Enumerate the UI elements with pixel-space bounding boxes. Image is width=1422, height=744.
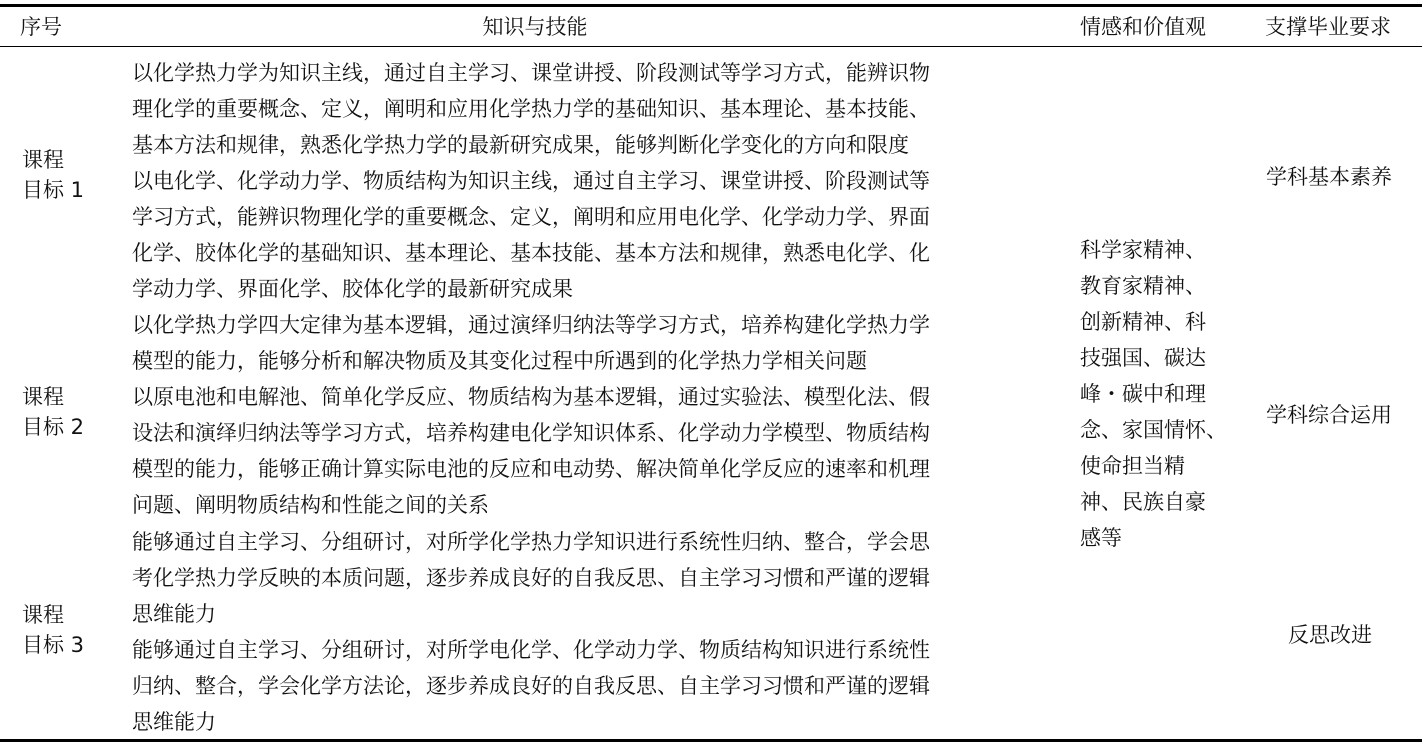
knowledge-line: 思维能力 [132,602,216,626]
knowledge-line: 模型的能力，能够分析和解决物质及其变化过程中所遇到的化学热力学相关问题 [132,349,867,373]
knowledge-line: 基本方法和规律，熟悉化学热力学的最新研究成果，能够判断化学变化的方向和限度 [132,133,909,157]
values-line: 科学家精神、 [1080,238,1206,262]
knowledge-line: 模型的能力，能够正确计算实际电池的反应和电动势、解决简单化学反应的速率和机理 [132,457,930,481]
values-line: 技强国、碳达 [1080,346,1206,370]
support-cell-objective-3: 反思改进 [1288,623,1372,647]
knowledge-line: 以化学热力学为知识主线，通过自主学习、课堂讲授、阶段测试等学习方式，能辨识物 [132,61,930,85]
knowledge-line: 考化学热力学反映的本质问题，逐步养成良好的自我反思、自主学习习惯和严谨的逻辑 [132,566,930,590]
values-line: 神、民族自豪 [1080,490,1206,514]
values-line: 感等 [1080,526,1122,550]
row-label-line: 课程 [22,603,64,627]
knowledge-line: 设法和演绎归纳法等学习方式，培养构建电化学知识体系、化学动力学模型、物质结构 [132,421,930,445]
values-line: 教育家精神、 [1080,274,1206,298]
support-cell-objective-2: 学科综合运用 [1266,403,1392,427]
knowledge-line: 能够通过自主学习、分组研讨，对所学电化学、化学动力学、物质结构知识进行系统性 [132,638,930,662]
table-top-rule [0,4,1422,7]
header-no: 序号 [20,15,62,39]
knowledge-line: 以原电池和电解池、简单化学反应、物质结构为基本逻辑，通过实验法、模型化法、假 [132,385,930,409]
knowledge-line: 以电化学、化学动力学、物质结构为知识主线，通过自主学习、课堂讲授、阶段测试等 [132,169,930,193]
knowledge-line: 思维能力 [132,710,216,734]
row-label-line: 目标 3 [22,633,85,657]
knowledge-cell-objective-1 [132,55,1062,307]
row-label-line: 目标 1 [22,178,85,202]
row-label-line: 目标 2 [22,415,85,439]
knowledge-line: 以化学热力学四大定律为基本逻辑，通过演绎归纳法等学习方式，培养构建化学热力学 [132,313,930,337]
knowledge-cell-objective-2 [132,307,1062,523]
knowledge-line: 能够通过自主学习、分组研讨，对所学化学热力学知识进行系统性归纳、整合，学会思 [132,530,930,554]
support-cell-objective-1: 学科基本素养 [1266,165,1392,189]
knowledge-line: 学动力学、界面化学、胶体化学的最新研究成果 [132,277,573,301]
header-values: 情感和价值观 [1080,15,1206,39]
knowledge-cell-objective-3 [132,524,1062,740]
row-label-line: 课程 [22,385,64,409]
values-line: 创新精神、科 [1080,310,1206,334]
values-line: 念、家国情怀、 [1080,418,1227,442]
row-label-line: 课程 [22,148,64,172]
row-label-objective-2 [22,382,84,442]
knowledge-line: 归纳、整合，学会化学方法论，逐步养成良好的自我反思、自主学习习惯和严谨的逻辑 [132,674,930,698]
knowledge-line: 学习方式，能辨识物理化学的重要概念、定义，阐明和应用电化学、化学动力学、界面 [132,205,930,229]
knowledge-line: 理化学的重要概念、定义，阐明和应用化学热力学的基础知识、基本理论、基本技能、 [132,97,930,121]
header-knowledge: 知识与技能 [482,15,588,39]
values-line: 使命担当精 [1080,454,1185,478]
values-cell-shared [1080,232,1240,556]
values-line: 峰・碳中和理 [1080,382,1206,406]
header-support: 支撑毕业要求 [1265,15,1391,39]
row-label-objective-3 [22,600,84,660]
knowledge-line: 问题、阐明物质结构和性能之间的关系 [132,493,489,517]
knowledge-line: 化学、胶体化学的基础知识、基本理论、基本技能、基本方法和规律，熟悉电化学、化 [132,241,930,265]
table-header-rule [0,46,1422,47]
row-label-objective-1 [22,145,84,205]
